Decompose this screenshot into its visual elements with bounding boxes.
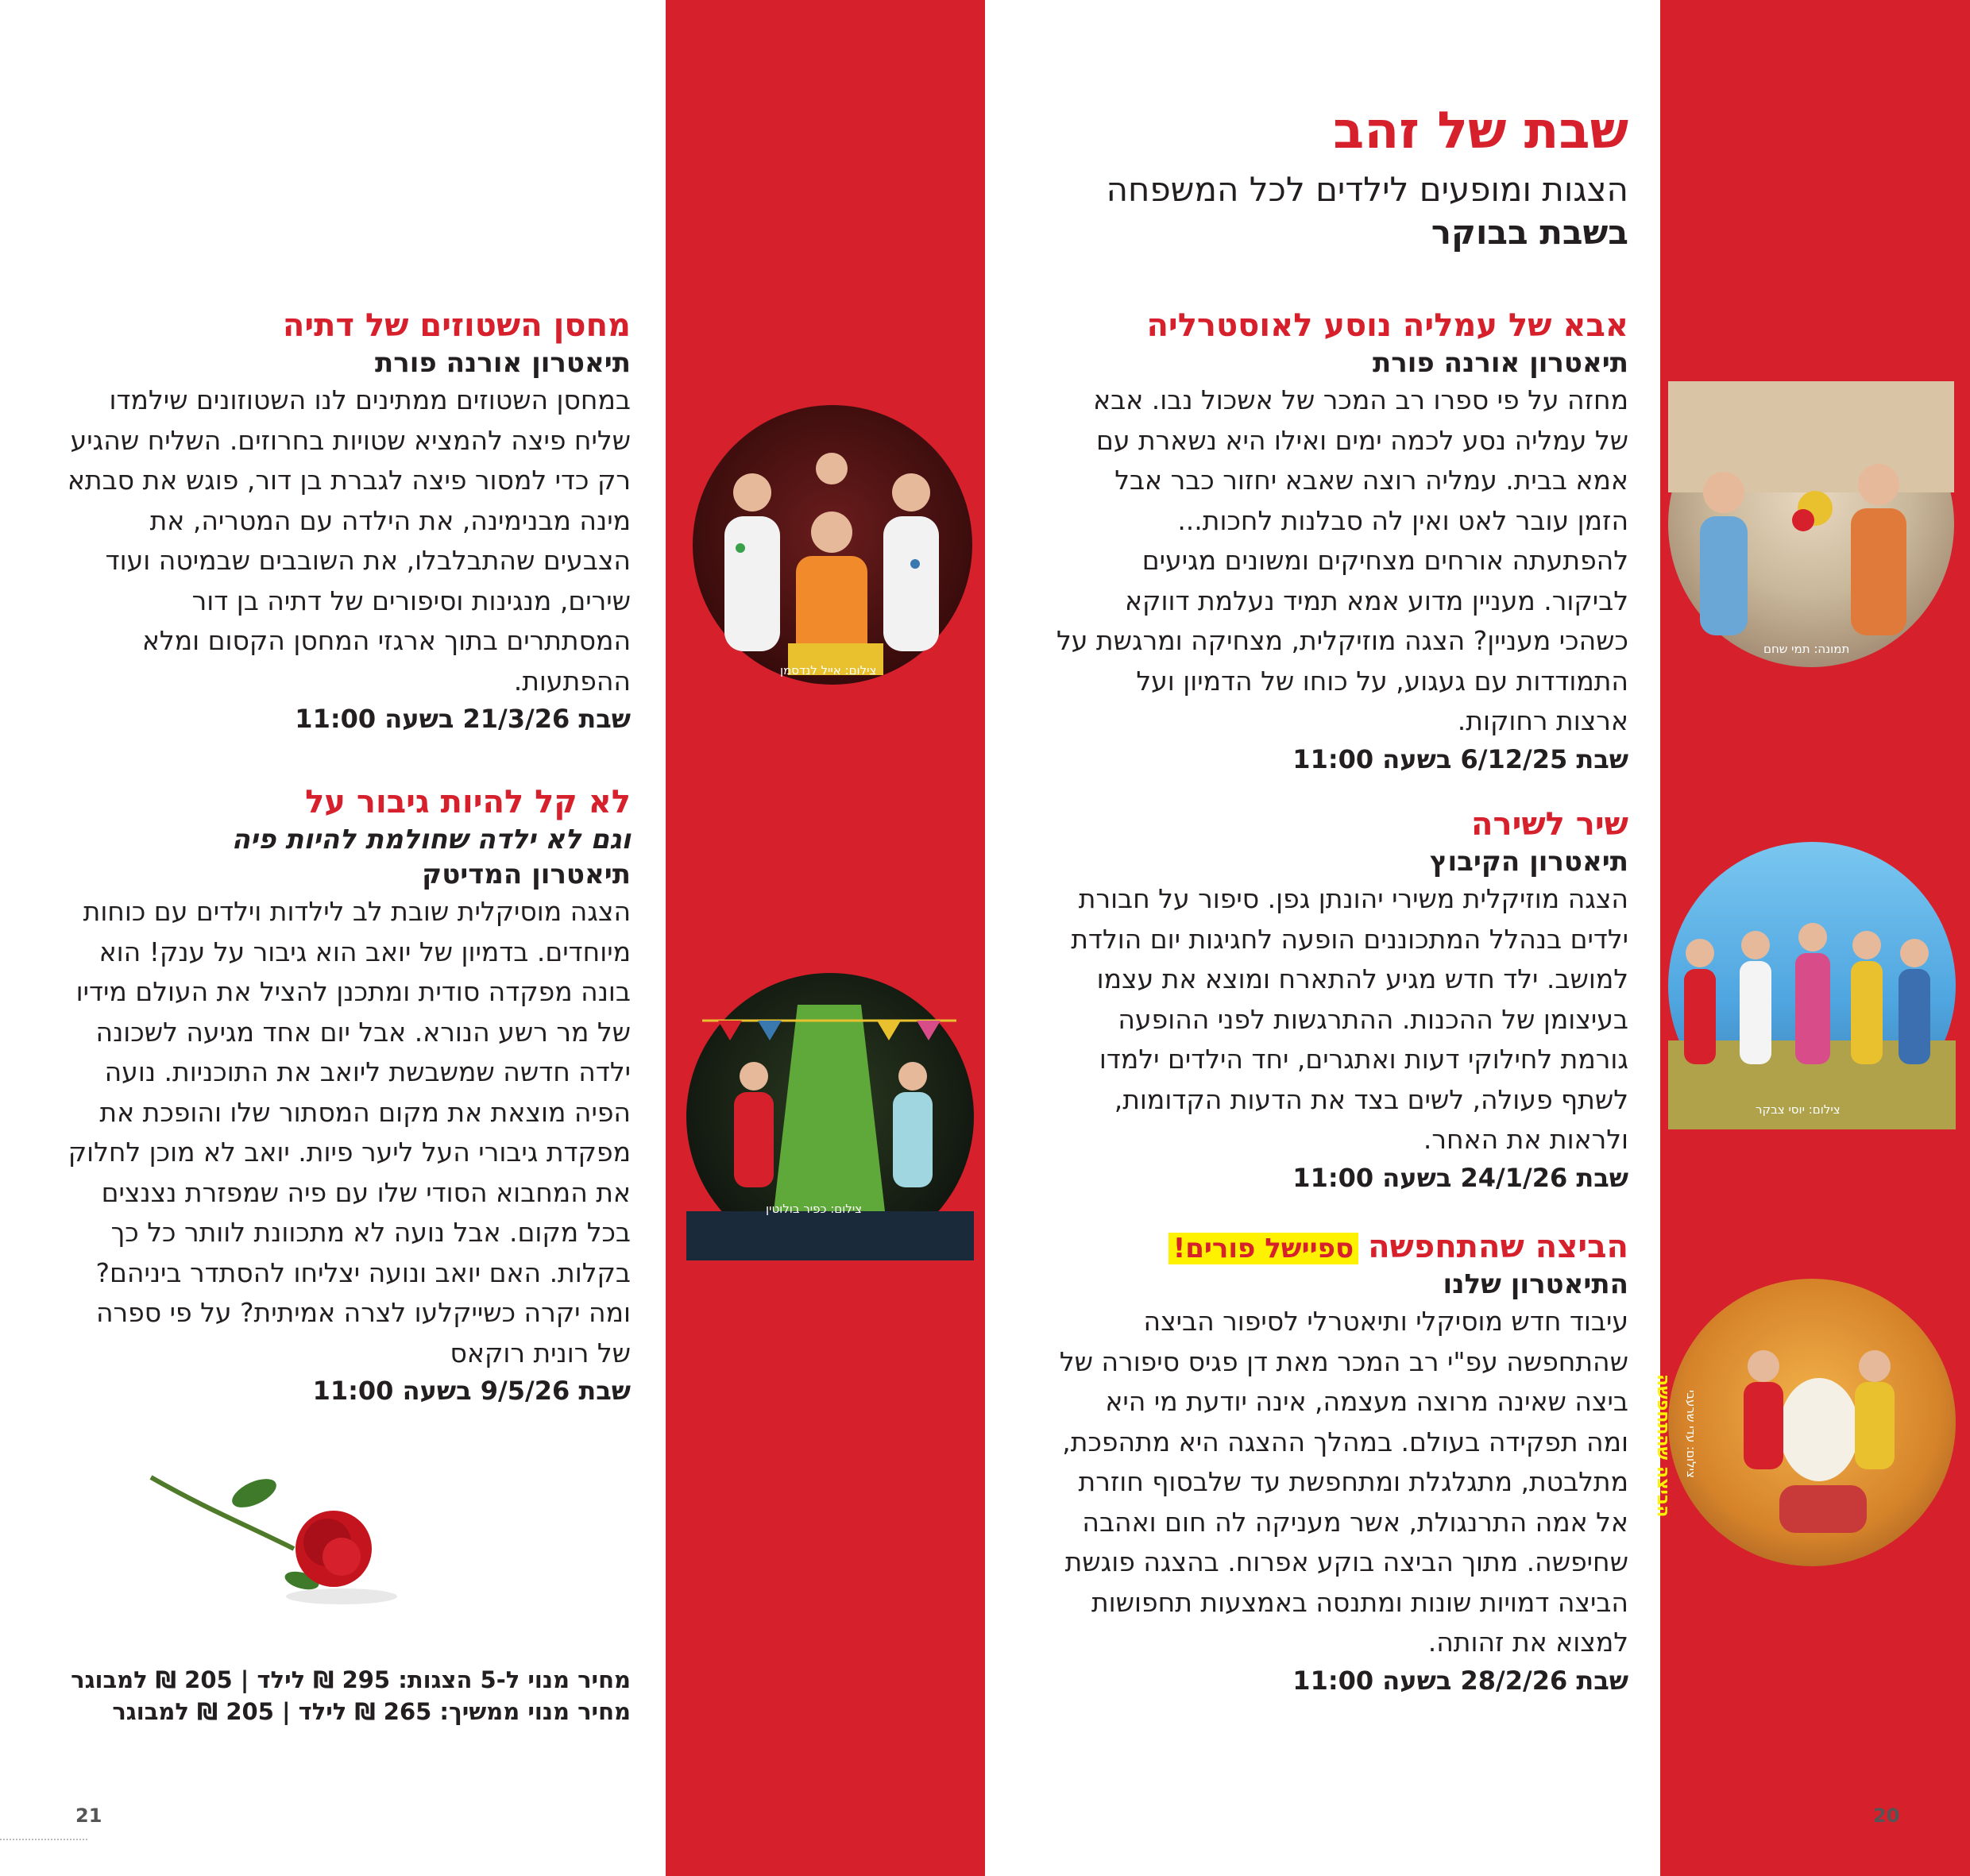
show-title-row — [1056, 1227, 1628, 1267]
stage-scene — [1668, 381, 1954, 667]
show-description: עיבוד חדש מוסיקלי ותיאטרלי לסיפור הביצה שהתחפשה עפ"י רב המכר מאת דן פגיס סיפורה של ביצה שאינה מרוצה מעצמה, אינה יודעת מי היא ומה תפקידה בעולם. במהלך ההצגה היא מתהפכת, מתלבטת, מתגלגלת ומתחפשת עד שלבסוף חוזרת אל אמה התרנגולת, אשר מעניקה לה חום ואהבה שחיפשה. מתוך הביצה בוקע אפרוח. בהצגה פוגשת הביצה דמויות שונות ומתנסה באמצעות תחפושות למצוא את זהותה. — [1059, 1306, 1628, 1658]
show-logo: הביצה שהתחפשה — [1653, 1374, 1673, 1518]
show-theatre: תיאטרון אורנה פורת — [375, 347, 631, 379]
special-badge: ספיישל פורים! — [1168, 1233, 1358, 1264]
show-block — [1056, 306, 1628, 776]
page-number-right: 20 — [1873, 1805, 1900, 1827]
show-subtitle: וגם לא ילדה שחולמת להיות פיה — [231, 824, 631, 855]
show-photo-shtuzim — [693, 405, 972, 685]
photo-credit: תמונה: תמי שחם — [1763, 642, 1850, 656]
photo-credit: צילום: אייל לנדסמן — [780, 663, 877, 677]
show-block — [1056, 1227, 1628, 1697]
show-theatre: תיאטרון הקיבוץ — [1429, 846, 1628, 878]
center-red-band — [666, 0, 985, 1876]
show-title: לא קל להיות גיבור על — [305, 784, 631, 820]
footer-divider — [0, 1839, 87, 1840]
show-photo-amalia — [1668, 381, 1954, 667]
subscription-price-new: מחיר מנוי ל-5 הצגות: 295 ₪ לילד | 205 ₪ למבוגר — [71, 1666, 631, 1693]
show-description: הצגה מוסיקלית שובת לב לילדות וילדים עם כוחות מיוחדים. בדמיון של יואב הוא גיבור על ענק! הוא בונה מפקדה סודית ומתכנן להציל את העולם מידיו של מר רשע הנורא. אבל יום אחד מגיעה לשכונה ילדה חדשה שמשבשת ליואב את התוכניות. נועה הפיה מוצאת את מקום המסתור שלו והופכת את מפקדת גיבורי העל ליער פיות. יואב לא מוכן לחלוק את המחבוא הסודי שלו עם פיה שמפזרת נצנצים בכל מקום. אבל נועה לא מתכוונת לוותר כל כך בקלות. האם יואב ונועה יצליחו להסתדר ביניהם? ומה יקרה כשייקלעו לצרה אמיתית? על פי ספרה של רונית רוקאס — [68, 896, 631, 1368]
show-block — [1056, 805, 1628, 1195]
page-title: שבת של זהב — [1333, 102, 1628, 160]
page-number-left: 21 — [75, 1805, 102, 1827]
page-subtitle-time: בשבת בבוקר — [1431, 213, 1628, 253]
show-theatre: התיאטרון שלנו — [1443, 1268, 1628, 1300]
photo-credit: צילום: כפיר בולוטין — [766, 1202, 863, 1216]
show-description: במחסן השטוזים ממתינים לנו השטוזונים שילמדו שליח פיצה להמציא שטויות בחרוזים. השליח שהגיע רק כדי למסור פיצה לגברת בן דור, פוגש את סבתא מינה מבנימינה, את הילדה עם המטריה, את הצבעים שהתבלבלו, את השובבים שבמיטה ועוד שירים, מנגינות וסיפורים של דתיה בן דור המסתתרים בתוך ארגזי המחסן הקסום ומלא ההפתעות. — [67, 384, 631, 697]
stage-scene — [1668, 1279, 1956, 1566]
stage-scene — [686, 973, 974, 1260]
show-block — [64, 782, 631, 1408]
stage-scene — [693, 405, 972, 685]
show-date: שבת 9/5/26 בשעה 11:00 — [312, 1376, 631, 1407]
show-date: שבת 24/1/26 בשעה 11:00 — [1292, 1162, 1628, 1193]
pricing-block — [64, 1664, 631, 1727]
show-theatre: תיאטרון המדיטק — [422, 859, 631, 891]
show-title: מחסן השטוזים של דתיה — [282, 307, 631, 344]
show-photo-superhero — [686, 973, 974, 1260]
show-block — [64, 306, 631, 736]
show-title: שיר לשירה — [1471, 806, 1628, 843]
show-photo-shir-lashira — [1668, 842, 1956, 1129]
show-photo-egg — [1653, 1279, 1956, 1566]
stage-scene — [1668, 842, 1956, 1129]
show-description: הצגה מוזיקלית משירי יהונתן גפן. סיפור על חבורת ילדים בנהלל המתכוננים הופעה לחגיגות יום הולדת למושב. ילד חדש מגיע להתארח ומוצא את עצמו בעיצומן של ההכנות. ההתרגשות לפני ההופעה גורמת לחילוקי דעות ואתגרים, יחד הילדים ילמדו לשתף פעולה, לשים בצד את הדעות הקדומות, ולראות את האחר. — [1071, 883, 1628, 1156]
page-subtitle: הצגות ומופעים לילדים לכל המשפחה — [1106, 170, 1628, 210]
show-date: שבת 21/3/26 בשעה 11:00 — [295, 704, 631, 735]
show-date: שבת 6/12/25 בשעה 11:00 — [1292, 743, 1628, 774]
show-description: מחזה על פי ספרו רב המכר של אשכול נבו. אבא של עמליה נסע לכמה ימים ואילו היא נשארת עם אמא בבית. עמליה רוצה שאבא יחזור כבר אבל הזמן עובר לאט ואין לה סבלנות לחכות... להפתעתה אורחים מצחיקים ומשונים מגיעים לביקור. מעניין מדוע אמא תמיד נעלמת דווקא כשהכי מעניין? הצגה מוזיקלית, מצחיקה ומרגשת על התמודדות עם געגוע, על כוחו של הדמיון ועל ארצות רחוקות. — [1056, 384, 1628, 737]
show-title: הביצה שהתחפשה — [1368, 1229, 1628, 1265]
show-theatre: תיאטרון אורנה פורת — [1373, 347, 1628, 379]
subscription-price-renewal: מחיר מנוי ממשיך: 265 ₪ לילד | 205 ₪ למבוגר — [112, 1698, 631, 1726]
right-page-header — [1056, 103, 1628, 254]
show-title: אבא של עמליה נוסע לאוסטרליה — [1146, 307, 1628, 344]
photo-credit: צילום: עדי שרעבי — [1684, 1390, 1698, 1478]
show-date: שבת 28/2/26 בשעה 11:00 — [1292, 1665, 1628, 1696]
photo-credit: צילום: יוסי צבקר — [1756, 1102, 1841, 1117]
rose-image — [143, 1469, 405, 1612]
